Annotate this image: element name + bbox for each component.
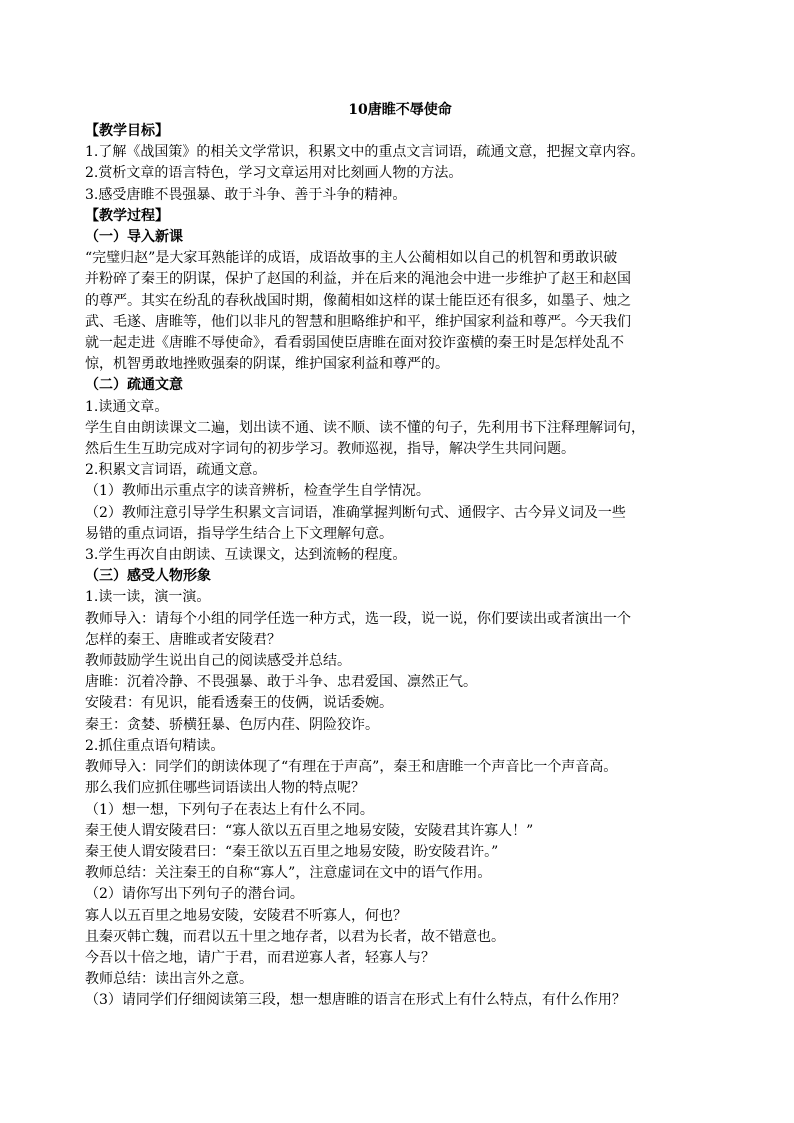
text-line: （2）请你写出下列句子的潜台词。 <box>85 886 304 903</box>
text-line: 教师导入：同学们的朗读体现了“有理在于声高”，秦王和唐睢一个声音比一个声音高。 <box>85 759 618 776</box>
document-lines <box>85 121 715 1012</box>
text-line: 就一起走进《唐睢不辱使命》，看看弱国使臣唐睢在面对狡诈蛮横的秦王时是怎样处乱不 <box>85 335 624 352</box>
text-line: （2）教师注意引导学生积累文言词语，准确掌握判断句式、通假字、古今异义词及一些 <box>85 504 626 521</box>
text-line: 秦王使人谓安陵君曰：“寡人欲以五百里之地易安陵，安陵君其许寡人！” <box>85 822 534 839</box>
text-line: 安陵君：有见识，能看透秦王的伎俩，说话委婉。 <box>85 695 393 712</box>
text-line: 2.抓住重点语句精读。 <box>85 737 225 754</box>
text-line: 教师总结：读出言外之意。 <box>85 971 253 988</box>
text-line: 武、毛遂、唐睢等，他们以非凡的智慧和胆略维护和平，维护国家利益和尊严。今天我们 <box>85 313 631 330</box>
text-line: （3）请同学们仔细阅读第三段，想一想唐睢的语言在形式上有什么特点，有什么作用？ <box>85 992 626 1009</box>
section-heading: 【教学目标】 <box>85 123 169 139</box>
text-line: 怎样的秦王、唐睢或者安陵君？ <box>85 631 281 648</box>
text-line: 教师鼓励学生说出自己的阅读感受并总结。 <box>85 653 351 670</box>
text-line: 那么我们应抓住哪些词语读出人物的特点呢？ <box>85 780 365 797</box>
text-line: 且秦灭韩亡魏，而君以五十里之地存者，以君为长者，故不错意也。 <box>85 928 505 945</box>
text-line: 1.了解《战国策》的相关文学常识，积累文中的重点文言词语，疏通文意，把握文章内容。 <box>85 144 645 161</box>
text-line: 今吾以十倍之地，请广于君，而君逆寡人者，轻寡人与？ <box>85 949 435 966</box>
section-heading: （三）感受人物形象 <box>85 568 211 585</box>
text-line: 3.感受唐睢不畏强暴、敢于斗争、善于斗争的精神。 <box>85 186 407 203</box>
document-title: 10唐睢不辱使命 <box>348 102 452 118</box>
text-line: 教师导入：请每个小组的同学任选一种方式，选一段，说一说，你们要读出或者演出一个 <box>85 610 631 627</box>
text-line: 1.读一读，演一演。 <box>85 589 211 606</box>
text-line: 2.积累文言词语，疏通文意。 <box>85 462 267 479</box>
text-line: 秦王：贪婪、骄横狂暴、色厉内荏、阴险狡诈。 <box>85 716 379 733</box>
text-line: 秦王使人谓安陵君曰：“秦王欲以五百里之地易安陵，盼安陵君许。” <box>85 843 499 860</box>
text-line: 3.学生再次自由朗读、互读课文，达到流畅的程度。 <box>85 547 407 564</box>
section-heading: 【教学过程】 <box>85 207 169 224</box>
text-line: （1）教师出示重点字的读音辨析，检查学生自学情况。 <box>85 483 430 500</box>
section-heading: （一）导入新课 <box>85 229 183 246</box>
section-heading: （二）疏通文意 <box>85 377 183 394</box>
text-line: 唐睢：沉着冷静、不畏强暴、敢于斗争、忠君爱国、凛然正气。 <box>85 674 477 691</box>
text-line: 寡人以五百里之地易安陵，安陵君不听寡人，何也？ <box>85 907 407 924</box>
text-line: 1.读通文章。 <box>85 398 169 415</box>
document-body <box>85 101 715 1012</box>
text-line: 2.赏析文章的语言特色，学习文章运用对比刻画人物的方法。 <box>85 165 463 182</box>
text-line: 然后生生互助完成对字词句的初步学习。教师巡视，指导，解决学生共同问题。 <box>85 441 575 458</box>
text-line: “完璧归赵”是大家耳熟能详的成语，成语故事的主人公蔺相如以自己的机智和勇敢识破 <box>85 250 618 267</box>
text-line: 并粉碎了秦王的阴谋，保护了赵国的利益，并在后来的渑池会中进一步维护了赵王和赵国 <box>85 271 631 288</box>
text-line: 易错的重点词语，指导学生结合上下文理解句意。 <box>85 525 393 542</box>
text-line: 教师总结：关注秦王的自称“寡人”，注意虚词在文中的语气作用。 <box>85 865 492 882</box>
text-line: 的尊严。其实在纷乱的春秋战国时期，像蔺相如这样的谋士能臣还有很多，如墨子、烛之 <box>85 292 631 309</box>
text-line: （1）想一想，下列句子在表达上有什么不同。 <box>85 801 374 818</box>
text-line: 学生自由朗读课文二遍，划出读不通、读不顺、读不懂的句子，先利用书下注释理解词句， <box>85 419 645 436</box>
text-line: 惊，机智勇敢地挫败强秦的阴谋，维护国家利益和尊严的。 <box>85 356 449 373</box>
